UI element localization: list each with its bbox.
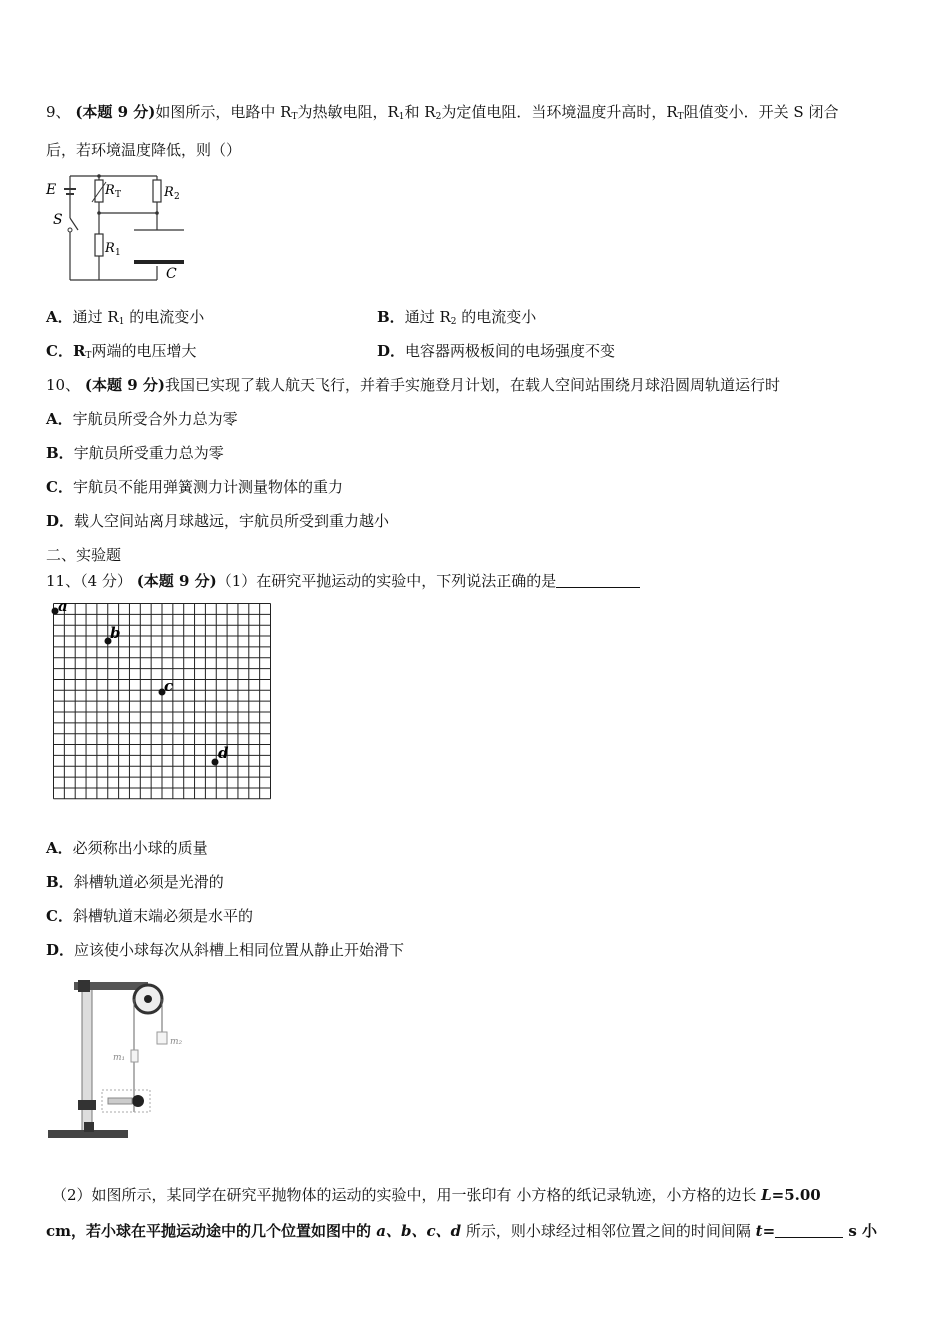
q10-text: 我国已实现了载人航天飞行，并着手实施登月计划，在载人空间站围绕月球沿圆周轨道运行时 [164, 376, 780, 394]
q9-option-a-letter: A． [46, 308, 73, 326]
q11-point-vars: a、b、c、d [376, 1222, 462, 1240]
pulley-apparatus-figure [46, 972, 191, 1147]
label-a: a [58, 597, 68, 615]
q10-option-c-text: 宇航员不能用弹簧测力计测量物体的重力 [72, 478, 343, 496]
q11-L-value: =5.00 [771, 1186, 821, 1204]
q11-answer-blank[interactable] [556, 573, 640, 588]
label-R1-sub: 1 [115, 248, 121, 258]
q11-stem [46, 571, 640, 591]
label-m1: m₁ [113, 1053, 126, 1063]
q11-option-c-text: 斜槽轨道末端必须是水平的 [72, 907, 253, 925]
q9-option-b [377, 307, 536, 332]
trajectory-grid [53, 597, 271, 804]
q9-line-2: 后，若环境温度降低，则（） [46, 141, 242, 159]
q11-var-t: t [755, 1222, 763, 1240]
label-E: E [46, 182, 57, 198]
q10-option-b-text: 宇航员所受重力总为零 [73, 444, 224, 462]
q11-option-d-text: 应该使小球每次从斜槽上相同位置从静止开始滑下 [74, 941, 405, 959]
q11-option-d-letter: D． [46, 941, 75, 959]
q11-option-b-text: 斜槽轨道必须是光滑的 [73, 873, 224, 891]
q9-number: 9、 [46, 103, 71, 121]
label-R2-sub: 2 [174, 192, 180, 202]
q10-score: (本题 9 分) [84, 376, 165, 394]
q10-option-c-letter: C． [46, 478, 73, 496]
q9-r2-sub: 2 [435, 112, 442, 122]
label-m2: m₂ [170, 1037, 183, 1047]
q9-option-d-letter: D． [377, 342, 406, 360]
q9-text-d: 为定值电阻．当环境温度升高时，R [441, 103, 678, 121]
q9-option-d [377, 341, 615, 361]
q9-option-b-letter: B． [377, 308, 405, 326]
q11-option-c-letter: C． [46, 907, 73, 925]
label-S: S [53, 212, 63, 228]
q10-option-d [46, 511, 389, 531]
label-R2: R [164, 185, 174, 200]
q10-option-d-text: 载人空间站离月球越远，宇航员所受到重力越小 [74, 512, 390, 530]
label-d: d [218, 744, 229, 762]
q11-var-L: L [761, 1186, 772, 1204]
q11-equals: = [762, 1222, 776, 1240]
q9-text-c: 和 R [404, 103, 436, 121]
label-RT-sub: T [115, 190, 122, 200]
q9-text-a: 如图所示，电路中 R [155, 103, 292, 121]
q9-score: (本题 9 分) [75, 103, 156, 121]
q11-part2-text-e: s 小 [843, 1222, 878, 1240]
q11-option-d [46, 940, 404, 960]
q11-option-b [46, 872, 224, 892]
q10-option-d-letter: D． [46, 512, 75, 530]
q11-text: （1）在研究平抛运动的实验中，下列说法正确的是 [216, 572, 557, 590]
q9-rt-sub-2: T [677, 112, 684, 122]
q9-option-b-pre: 通过 R [404, 308, 451, 326]
q9-option-a-post: 的电流变小 [124, 308, 205, 326]
q9-option-b-post: 的电流变小 [456, 308, 537, 326]
q9-text-b: 为热敏电阻，R [297, 103, 399, 121]
q11-points: （4 分） [80, 572, 132, 590]
q11-part2-text-a: （2）如图所示，某同学在研究平抛物体的运动的实验中，用一张印有 小方格的纸记录轨迹，小方格的边长 [52, 1186, 762, 1204]
label-c: c [164, 677, 174, 695]
q11-part2-line-1 [52, 1185, 821, 1205]
q10-option-a-letter: A． [46, 410, 73, 428]
q11-score: (本题 9 分) [136, 572, 217, 590]
q11-part2-text-b: cm，若小球在平抛运动途中的几个位置如图中的 [46, 1222, 377, 1240]
q9-option-b-sub: 2 [450, 317, 457, 327]
q11-option-b-letter: B． [46, 873, 74, 891]
q11-option-a-letter: A． [46, 839, 73, 857]
q10-option-a-text: 宇航员所受合外力总为零 [72, 410, 238, 428]
circuit-diagram [44, 168, 204, 286]
q9-text-e: 阻值变小．开关 S 闭合 [683, 103, 839, 121]
q10-option-b [46, 443, 224, 463]
q9-option-c-sub: T [85, 351, 92, 361]
label-b: b [110, 624, 121, 642]
q9-option-c-pre: R [72, 342, 86, 360]
q11-number: 11、 [46, 572, 81, 590]
q10-option-b-letter: B． [46, 444, 74, 462]
q9-option-d-text: 电容器两极板间的电场强度不变 [405, 342, 616, 360]
q9-line-1 [46, 102, 838, 127]
q9-option-a-sub: 1 [118, 317, 125, 327]
q11-option-c [46, 906, 253, 926]
q9-rt-sub: T [291, 112, 298, 122]
label-RT: R [105, 183, 115, 198]
q9-option-c-letter: C． [46, 342, 73, 360]
label-C: C [166, 266, 177, 282]
q9-r1-sub: 1 [398, 112, 405, 122]
section-heading: 二、实验题 [46, 546, 122, 564]
q9-option-c-post: 两端的电压增大 [91, 342, 197, 360]
q10-option-a [46, 409, 238, 429]
q10-option-c [46, 477, 343, 497]
label-R1: R [105, 241, 115, 256]
q11-option-a [46, 838, 208, 858]
q10-stem [46, 375, 780, 395]
q9-option-a [46, 307, 204, 332]
q11-time-blank[interactable] [775, 1223, 843, 1238]
q11-part2-line-2 [46, 1221, 877, 1241]
q11-option-a-text: 必须称出小球的质量 [72, 839, 208, 857]
q11-part2-text-c: 所示，则小球经过相邻位置之间的时间间隔 [461, 1222, 756, 1240]
q9-option-a-pre: 通过 R [72, 308, 119, 326]
q9-option-c [46, 341, 196, 366]
q10-number: 10、 [46, 376, 81, 394]
